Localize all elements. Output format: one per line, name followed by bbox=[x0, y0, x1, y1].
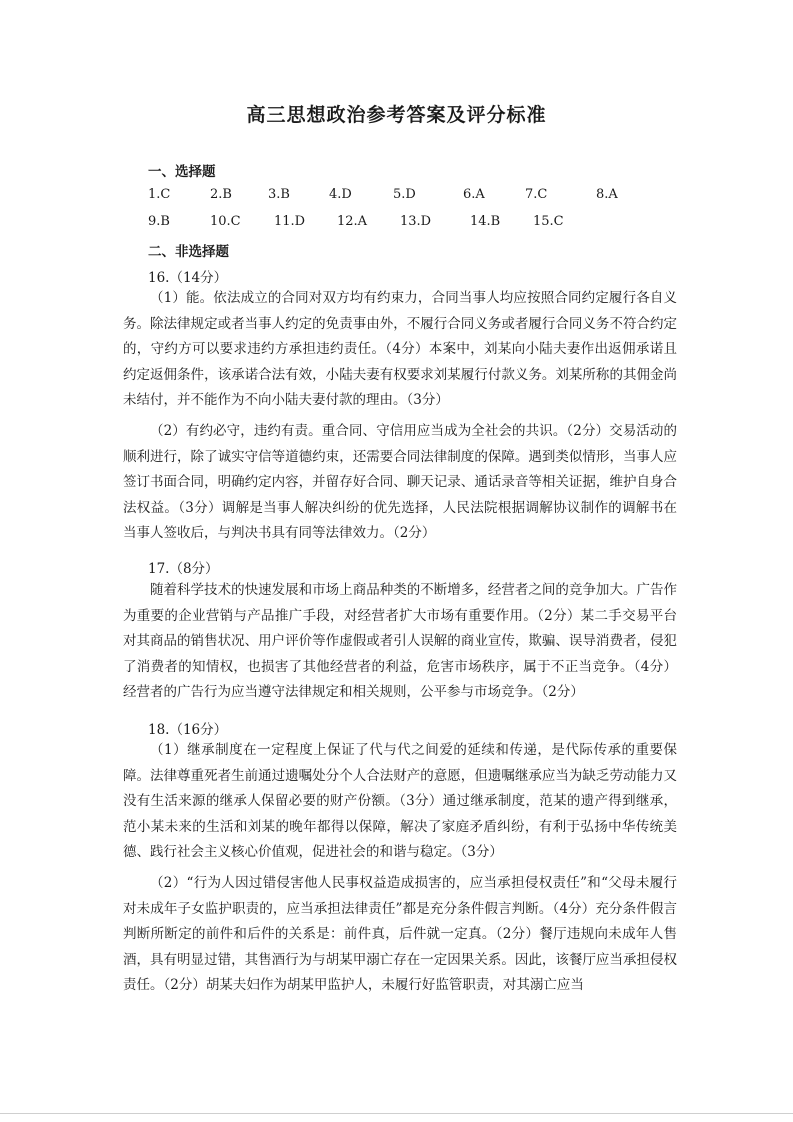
mc-answer: 6.A bbox=[463, 187, 485, 202]
question-17-heading: 17.（8分） bbox=[148, 561, 219, 577]
question-16-part-2: （2）有约必守，违约有责。重合同、守信用应当成为全社会的共识。（2分）交易活动的顺利进行，除了诚实守信等道德约束，还需要合同法律制度的保障。遇到类似情形，当事人应签订书面合同，明确约定内容，并留存好合同、聊天记录、通话录音等相关证据，维护自身合法权益。（3分）调解是当事人解决纠纷的优先选择，人民法院根据调解协议制作的调解书在当事人签收后，与判决书具有同等法律效力。（2分） bbox=[123, 423, 677, 541]
mc-answer: 12.A bbox=[337, 214, 368, 229]
mc-answer: 11.D bbox=[274, 214, 306, 229]
mc-answers-row-2 bbox=[148, 214, 648, 234]
mc-answer: 13.D bbox=[400, 214, 432, 229]
question-18-part-1: （1）继承制度在一定程度上保证了代与代之间爱的延续和传递，是代际传承的重要保障。法律尊重死者生前通过遗嘱处分个人合法财产的意愿，但遗嘱继承应当为缺乏劳动能力又没有生活来源的继承人保留必要的财产份额。（3分）通过继承制度，范某的遗产得到继承，范小某未来的生活和刘某的晚年都得以保障，解决了家庭矛盾纠纷，有利于弘扬中华传统美德、践行社会主义核心价值观，促进社会的和谐与稳定。（3分） bbox=[123, 742, 677, 860]
mc-answer: 9.B bbox=[148, 214, 170, 229]
section-heading-multiple-choice: 一、选择题 bbox=[148, 164, 216, 180]
question-16-heading: 16.（14分） bbox=[148, 270, 228, 286]
question-18-heading: 18.（16分） bbox=[148, 722, 228, 738]
mc-answer: 8.A bbox=[596, 187, 618, 202]
question-16-part-1: （1）能。依法成立的合同对双方均有约束力，合同当事人均应按照合同约定履行各自义务。除法律规定或者当事人约定的免责事由外，不履行合同义务或者履行合同义务不符合约定的，守约方可以要求违约方承担违约责任。（4分）本案中，刘某向小陆夫妻作出返佣承诺且约定返佣条件，该承诺合法有效，小陆夫妻有权要求刘某履行付款义务。刘某所称的其佣金尚未结付，并不能作为不向小陆夫妻付款的理由。（3分） bbox=[123, 290, 677, 408]
mc-answer: 1.C bbox=[148, 187, 171, 202]
mc-answer: 14.B bbox=[470, 214, 501, 229]
mc-answer: 3.B bbox=[268, 187, 290, 202]
mc-answer: 5.D bbox=[393, 187, 416, 202]
page-title: 高三思想政治参考答案及评分标准 bbox=[246, 104, 547, 126]
question-18-part-2: （2）“行为人因过错侵害他人民事权益造成损害的，应当承担侵权责任”和“父母未履行对未成年子女监护职责的，应当承担法律责任”都是充分条件假言判断。（4分）充分条件假言判断所断定的前件和后件的关系是：前件真，后件就一定真。（2分）餐厅违规向未成年人售酒，具有明显过错，其售酒行为与胡某甲溺亡存在一定因果关系。因此，该餐厅应当承担侵权责任。（2分）胡某夫妇作为胡某甲监护人，未履行好监管职责，对其溺亡应当 bbox=[123, 875, 677, 993]
mc-answers-row-1 bbox=[148, 187, 648, 207]
mc-answer: 7.C bbox=[525, 187, 548, 202]
page-bottom-rule bbox=[0, 1113, 793, 1114]
mc-answer: 15.C bbox=[533, 214, 564, 229]
mc-answer: 2.B bbox=[210, 187, 232, 202]
mc-answer: 10.C bbox=[210, 214, 241, 229]
question-17-answer: 随着科学技术的快速发展和市场上商品种类的不断增多，经营者之间的竞争加大。广告作为重要的企业营销与产品推广手段，对经营者扩大市场有重要作用。（2分）某二手交易平台对其商品的销售状况、用户评价等作虚假或者引人误解的商业宣传，欺骗、误导消费者，侵犯了消费者的知情权，也损害了其他经营者的利益，危害市场秩序，属于不正当竞争。（4分）经营者的广告行为应当遵守法律规定和相关规则，公平参与市场竞争。（2分） bbox=[123, 582, 677, 700]
section-heading-non-multiple-choice: 二、非选择题 bbox=[148, 244, 229, 260]
mc-answer: 4.D bbox=[329, 187, 352, 202]
